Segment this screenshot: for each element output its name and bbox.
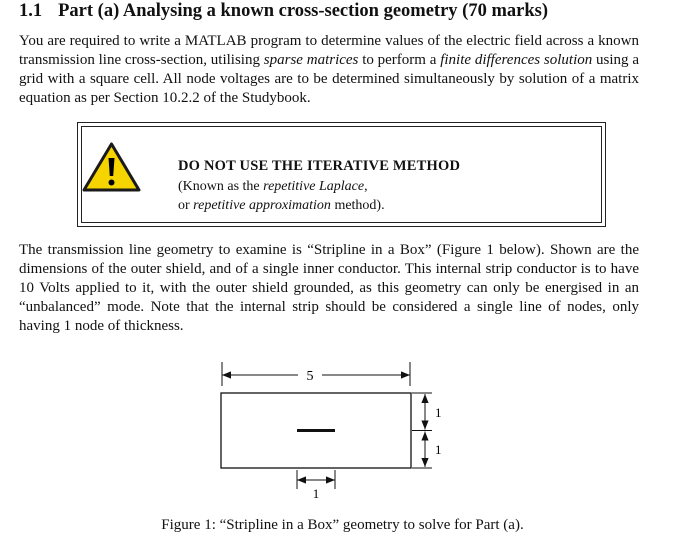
strip-width-dimension <box>297 470 335 501</box>
warning-title: DO NOT USE THE ITERATIVE METHOD <box>178 158 461 174</box>
warning-line-1: (Known as the repetitive Laplace, <box>178 179 368 194</box>
upper-height-label: 1 <box>435 405 442 420</box>
intro-text-3: using a grid with a square cell. All node voltages are to be determined simultaneously by solution of a matrix equation as per Section 10.2.2 of the Studybook. <box>19 52 639 106</box>
section-heading <box>19 1 548 22</box>
strip-width-label: 1 <box>312 486 320 501</box>
section-number: 1.1 <box>19 1 43 21</box>
intro-text-2: to perform a <box>358 52 441 68</box>
warning-box <box>77 122 606 227</box>
lower-height-label: 1 <box>435 442 442 457</box>
intro-paragraph <box>19 32 639 108</box>
intro-emphasis-sparse: sparse matrices <box>263 52 359 68</box>
warning-line-2: or repetitive approximation method). <box>178 198 385 213</box>
warning-box-inner <box>81 126 602 223</box>
intro-emphasis-finite: finite differences solution <box>440 52 593 68</box>
intro-text-1: You are required to write a MATLAB program to determine values of the electric field across a known transmission line cross-section, utilising <box>19 33 639 68</box>
width-dimension <box>222 362 410 386</box>
figure-caption: Figure 1: “Stripline in a Box” geometry to solve for Part (a). <box>161 517 524 533</box>
section-title: Part (a) Analysing a known cross-section geometry (70 marks) <box>58 1 548 21</box>
stripline-figure <box>210 358 460 508</box>
warning-triangle-icon <box>82 142 141 192</box>
width-label: 5 <box>306 369 314 384</box>
height-dimensions <box>412 393 442 468</box>
geometry-paragraph: The transmission line geometry to examine is “Stripline in a Box” (Figure 1 below). Shown are the dimensions of the outer shield, and of a single inner conductor. This internal strip conductor is to have 10 Volts applied to it, with the outer shield grounded, as this geometry can only be energised in an “unbalanced” mode. Note that the internal strip should be considered a single line of nodes, only having 1 node of thickness. <box>19 242 639 334</box>
